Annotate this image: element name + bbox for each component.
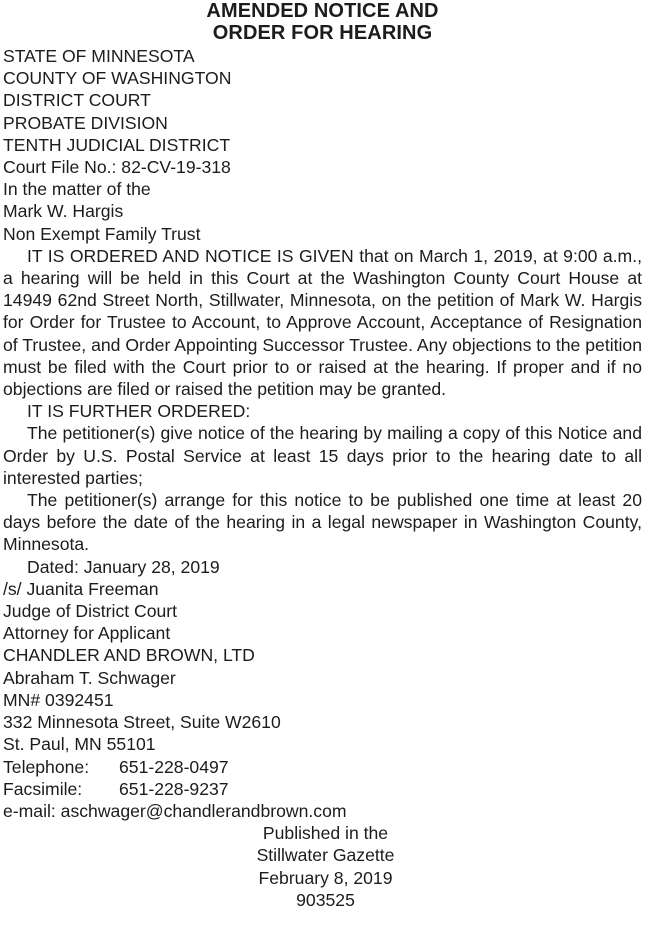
telephone-line	[3, 756, 642, 778]
order-paragraph-2: The petitioner(s) give notice of the hearing by mailing a copy of this Notice and Order by U.S. Postal Service at least 15 days prior to the hearing date to all interested parties;	[3, 423, 642, 488]
matter-line-1: In the matter of the	[3, 179, 151, 200]
case-header	[3, 45, 642, 245]
publication-number: 903525	[296, 889, 355, 910]
matter-line-3: Non Exempt Family Trust	[3, 223, 201, 244]
facsimile-line	[3, 778, 642, 800]
title-line-2: ORDER FOR HEARING	[212, 22, 433, 44]
dated-line: Dated: January 28, 2019	[27, 556, 220, 577]
law-firm-name: CHANDLER AND BROWN, LTD	[3, 645, 255, 666]
title-line-1: AMENDED NOTICE AND	[206, 0, 439, 22]
notice-title	[3, 0, 642, 44]
order-paragraph-1: IT IS ORDERED AND NOTICE IS GIVEN that on March 1, 2019, at 9:00 a.m., a hearing will be held in this Court at the Washington County Court House at 14949 62nd Street North, Stillwater, Minnesota, on the petition of Mark W. Hargis for Order for Trustee to Account, to Approve Account, Acceptance of Resignation of Trustee, and Order Appointing Successor Trustee. Any objections to the petition must be filed with the Court prior to or raised at the hearing. If proper and if no objections are filed or raised the petition may be granted.	[3, 245, 642, 400]
address-line-2: St. Paul, MN 55101	[3, 734, 156, 755]
county-line: COUNTY OF WASHINGTON	[3, 68, 232, 89]
court-line: DISTRICT COURT	[3, 90, 151, 111]
attorney-block	[3, 622, 642, 822]
address-line-1: 332 Minnesota Street, Suite W2610	[3, 712, 281, 733]
district-line: TENTH JUDICIAL DISTRICT	[3, 134, 231, 155]
legal-notice	[3, 0, 642, 911]
signature-line: /s/ Juanita Freeman	[3, 578, 159, 599]
state-line: STATE OF MINNESOTA	[3, 46, 195, 66]
court-file-number: Court File No.: 82-CV-19-318	[3, 157, 231, 178]
division-line: PROBATE DIVISION	[3, 112, 168, 133]
newspaper-name: Stillwater Gazette	[256, 845, 395, 866]
further-ordered-heading: IT IS FURTHER ORDERED:	[27, 401, 251, 422]
order-body	[3, 245, 642, 578]
publication-info	[6, 822, 645, 911]
matter-line-2: Mark W. Hargis	[3, 201, 124, 222]
facsimile-number: 651-228-9237	[119, 778, 229, 799]
telephone-label: Telephone:	[3, 756, 90, 777]
facsimile-label: Facsimile:	[3, 778, 83, 799]
telephone-number: 651-228-0497	[119, 756, 229, 777]
attorney-mn-number: MN# 0392451	[3, 689, 114, 710]
attorney-name: Abraham T. Schwager	[3, 667, 176, 688]
publication-date: February 8, 2019	[258, 867, 393, 888]
judge-title: Judge of District Court	[3, 601, 178, 622]
email-line: e-mail: aschwager@chandlerandbrown.com	[3, 800, 347, 821]
judge-signature	[3, 578, 642, 622]
published-in-line: Published in the	[262, 823, 389, 844]
attorney-heading: Attorney for Applicant	[3, 623, 171, 644]
order-paragraph-3: The petitioner(s) arrange for this notice to be published one time at least 20 days before the date of the hearing in a legal newspaper in Washington County, Minnesota.	[3, 490, 642, 555]
